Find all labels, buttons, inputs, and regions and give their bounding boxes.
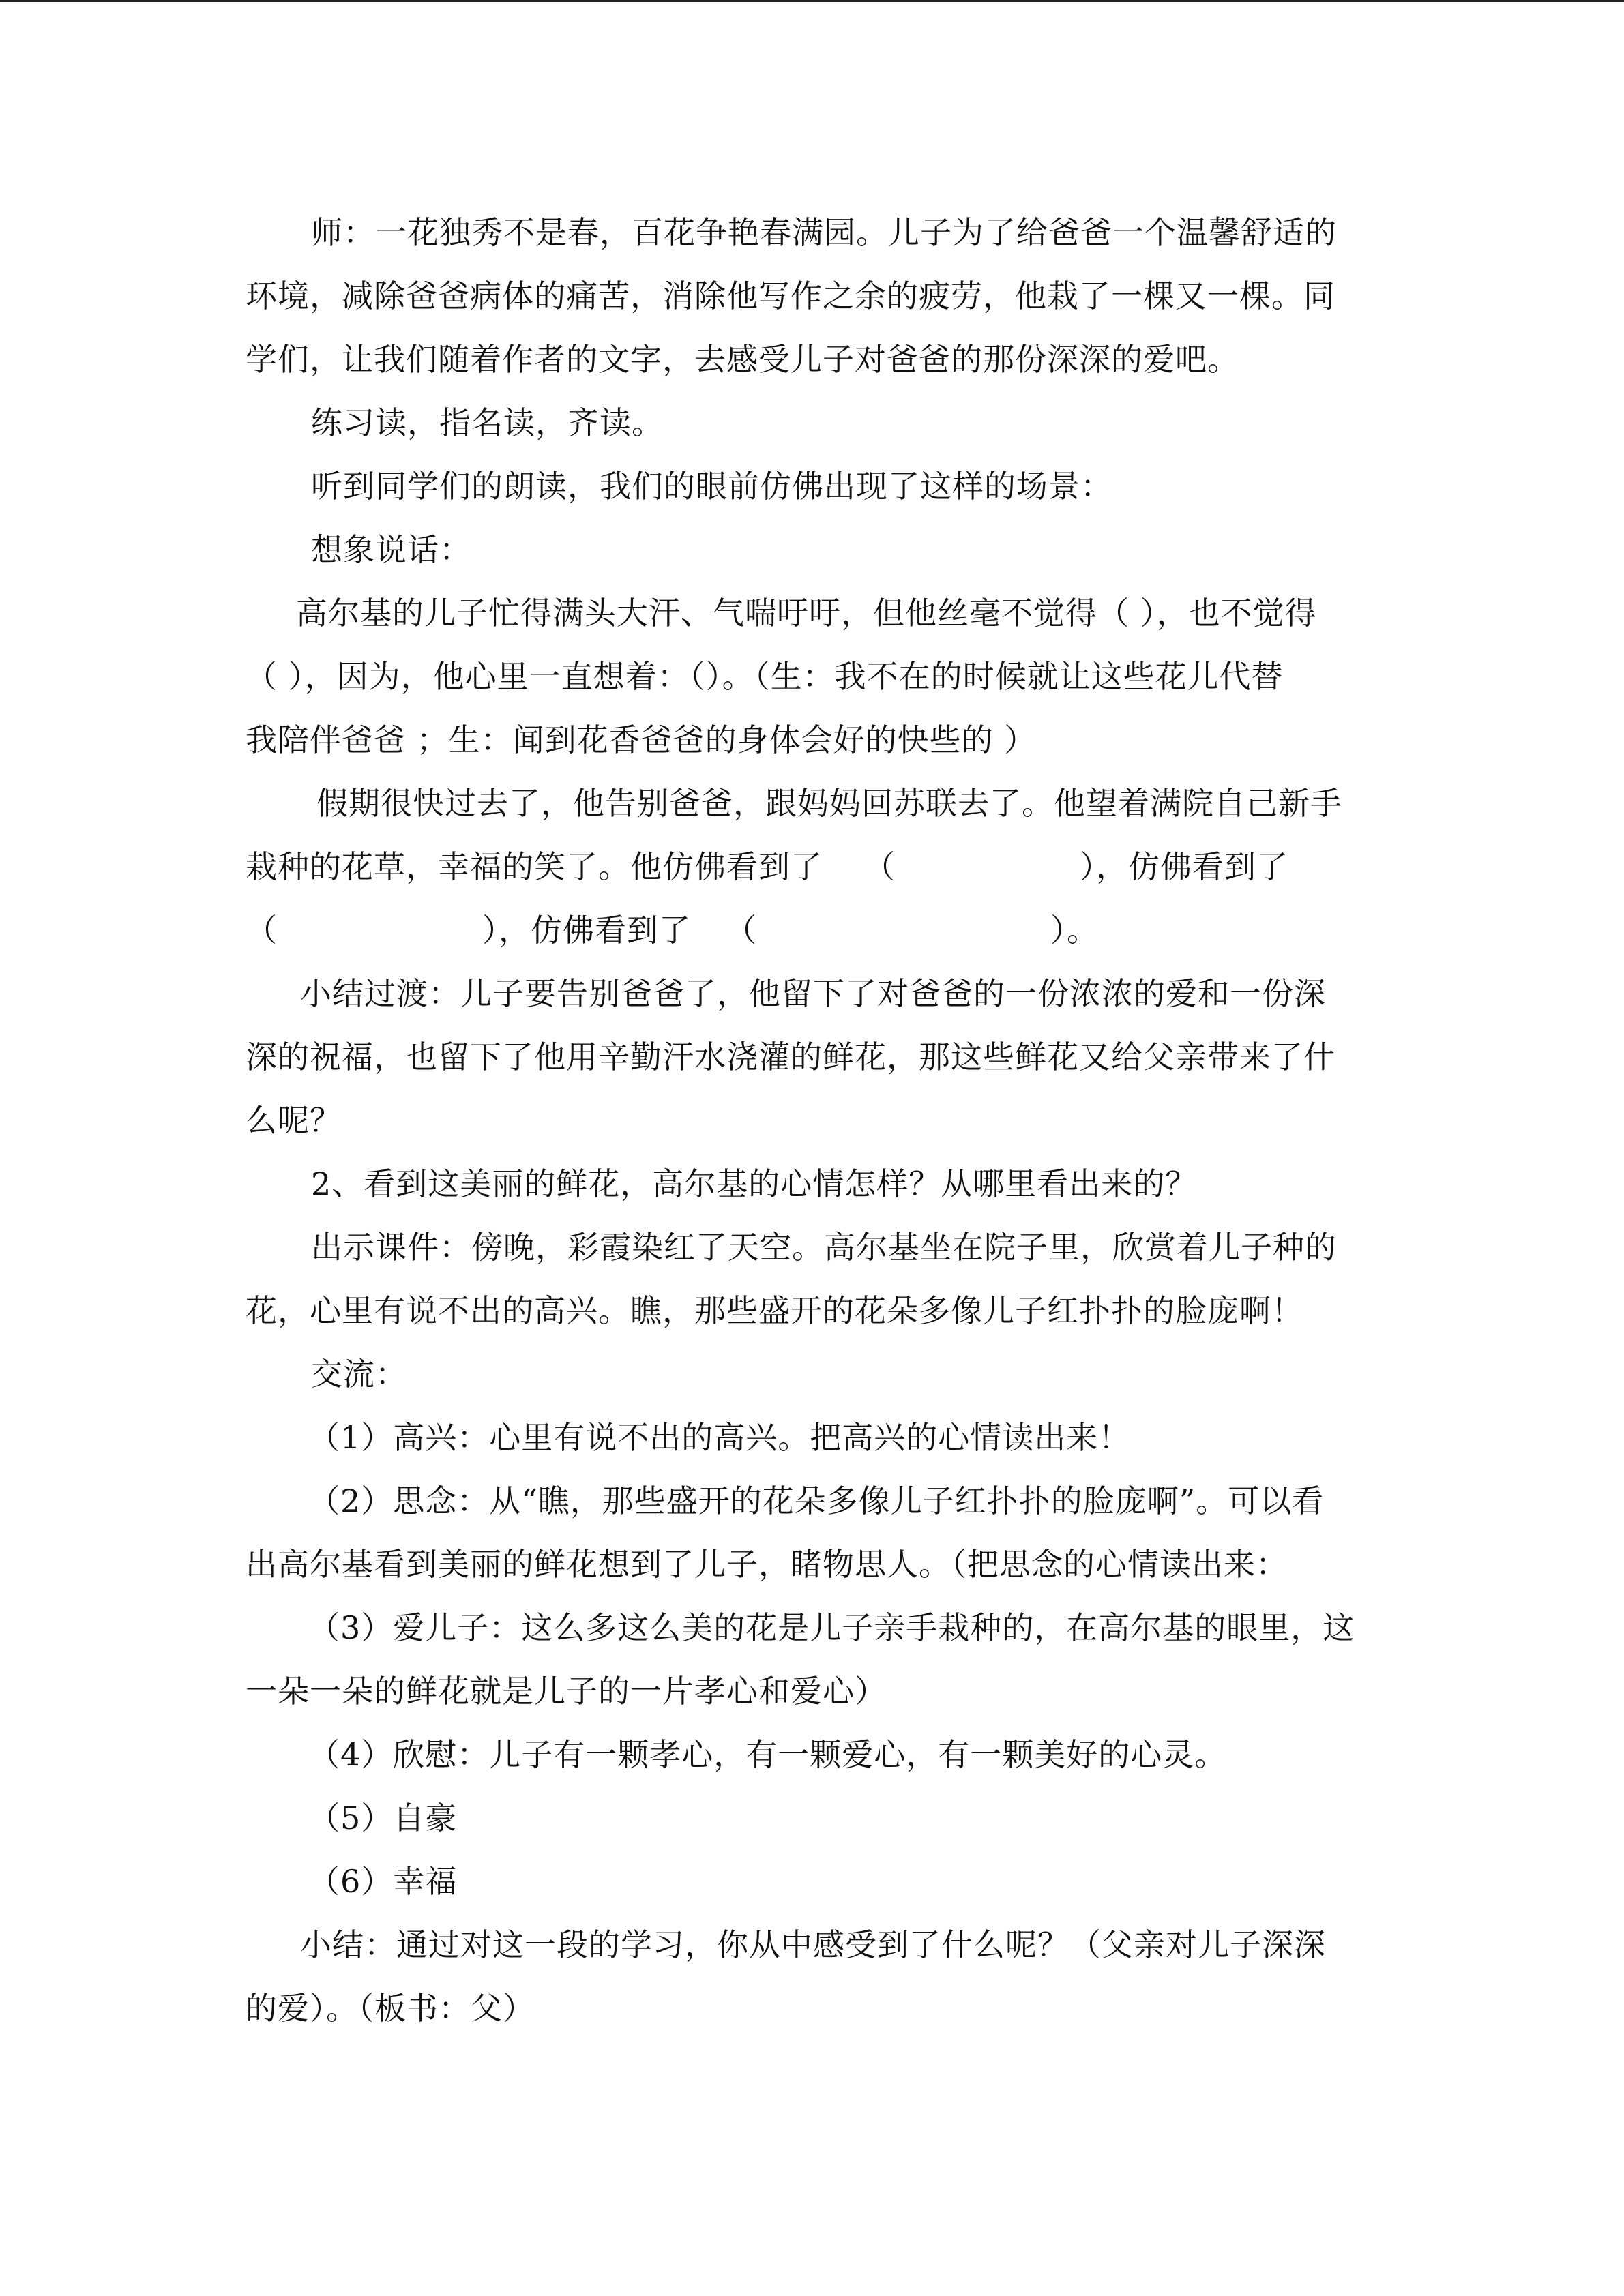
text-line: （1）高兴：心里有说不出的高兴。把高兴的心情读出来！ (308, 1419, 1131, 1456)
text-line: 出示课件：傍晚，彩霞染红了天空。高尔基坐在院子里，欣赏着儿子种的 (311, 1229, 1337, 1266)
text-line: （3）爱儿子：这么多这么美的花是儿子亲手栽种的，在高尔基的眼里，这 (308, 1609, 1355, 1646)
text-line: （2）思念：从“瞧，那些盛开的花朵多像儿子红扑扑的脸庞啊”。可以看 (308, 1482, 1325, 1519)
text-segment: 栽种的花草，幸福的笑了。他仿佛看到了 (246, 848, 823, 885)
text-line: 么呢？ (246, 1102, 342, 1139)
text-segment: ），仿佛看到了 (1080, 848, 1288, 885)
text-line: （5）自豪 (308, 1800, 458, 1836)
text-line: 练习读，指名读，齐读。 (311, 404, 664, 441)
text-segment: ），仿佛看到了 (482, 912, 691, 949)
text-line: 假期很快过去了，他告别爸爸，跟妈妈回苏联去了。他望着满院自己新手 (316, 785, 1342, 822)
text-line: 交流： (311, 1356, 407, 1392)
text-line: 想象说话： (311, 531, 471, 568)
text-line: 小结：通过对这一段的学习，你从中感受到了什么呢？（父亲对儿子深深 (300, 1926, 1326, 1963)
text-line: 听到同学们的朗读，我们的眼前仿佛出现了这样的场景： (311, 468, 1112, 505)
document-page (246, 201, 1381, 2040)
page-top-border (0, 0, 1624, 2)
text-line: 学们，让我们随着作者的文字，去感受儿子对爸爸的那份深深的爱吧。 (246, 341, 1239, 378)
open-paren: （ (725, 912, 757, 949)
open-paren: （ (863, 848, 896, 885)
text-line: （6）幸福 (308, 1863, 458, 1900)
text-line: （ ），因为，他心里一直想着：（）。（生：我不在的时候就让这些花儿代替 (246, 658, 1284, 695)
text-line: 我陪伴爸爸 ；生：闻到花香爸爸的身体会好的快些的 ） (246, 721, 1037, 758)
text-line: （4）欣慰：儿子有一颗孝心，有一颗爱心，有一颗美好的心灵。 (308, 1736, 1227, 1773)
open-paren: （ (246, 912, 278, 949)
text-line: 小结过渡：儿子要告别爸爸了，他留下了对爸爸的一份浓浓的爱和一份深 (300, 975, 1326, 1012)
text-line: 师：一花独秀不是春，百花争艳春满园。儿子为了给爸爸一个温馨舒适的 (311, 214, 1337, 251)
text-line: 高尔基的儿子忙得满头大汗、气喘吁吁，但他丝毫不觉得（ ），也不觉得 (296, 595, 1317, 631)
text-line: 一朵一朵的鲜花就是儿子的一片孝心和爱心） (246, 1673, 887, 1710)
text-segment: ）。 (1050, 912, 1099, 949)
text-line: 花，心里有说不出的高兴。瞧，那些盛开的花朵多像儿子红扑扑的脸庞啊！ (246, 1292, 1303, 1329)
text-line-with-blank (246, 899, 1381, 962)
text-line: 深的祝福，也留下了他用辛勤汗水浇灌的鲜花，那这些鲜花又给父亲带来了什 (246, 1039, 1335, 1075)
text-line: 2、看到这美丽的鲜花，高尔基的心情怎样？从哪里看出来的？ (311, 1165, 1198, 1202)
text-line: 环境，减除爸爸病体的痛苦，消除他写作之余的疲劳，他栽了一棵又一棵。同 (246, 278, 1335, 314)
text-line-with-blank (246, 835, 1381, 899)
text-line: 出高尔基看到美丽的鲜花想到了儿子，睹物思人。（把思念的心情读出来： (246, 1546, 1288, 1583)
text-line: 的爱）。（板书：父） (246, 1990, 535, 2027)
